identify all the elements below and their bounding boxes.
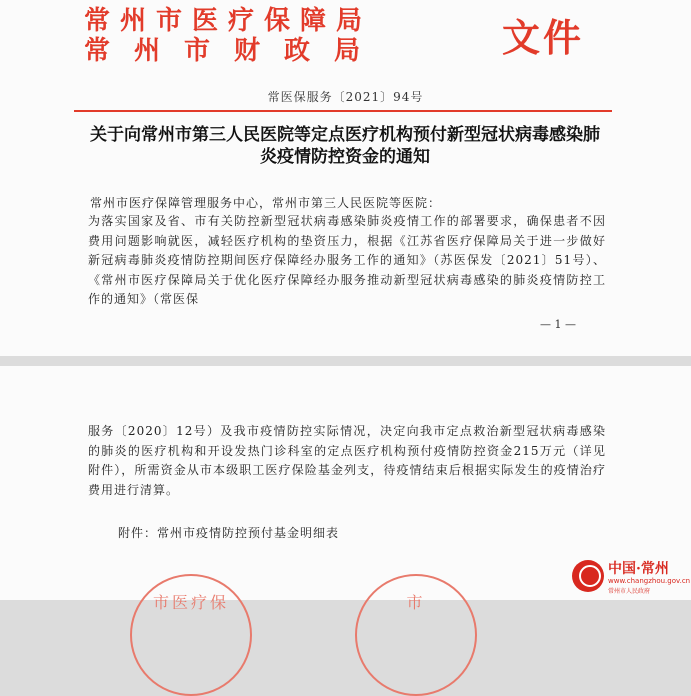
logo-url: www.changzhou.gov.cn xyxy=(608,577,691,585)
document-header xyxy=(70,6,610,68)
addressee: 常州市医疗保障管理服务中心，常州市第三人民医院等医院： xyxy=(90,196,442,210)
seal-text-1: 市医疗保 xyxy=(152,593,229,612)
page-number: — 1 — xyxy=(540,318,576,331)
watermark-logo xyxy=(572,558,690,598)
issuer-line-2: 常州市财政局 xyxy=(84,36,385,66)
doc-type-label: 文件 xyxy=(502,15,585,60)
red-divider xyxy=(74,110,612,112)
body-text-page-2: 服务〔2020〕12号）及我市疫情防控实际情况，决定向我市定点救治新型冠状病毒感染的肺炎的医疗机构和开设发热门诊科室的定点医疗机构预付疫情防控资金215万元（详见附件），所需资金从市本级职工医疗保险基金列支，待疫情结束后根据实际发生的疫情治疗费用进行清算。 xyxy=(88,424,606,497)
document-number: 常医保服务〔2021〕94号 xyxy=(267,90,424,104)
logo-name: 中国·常州 xyxy=(608,561,669,577)
official-seal-2 xyxy=(355,574,477,696)
attachment-line: 附件：常州市疫情防控预付基金明细表 xyxy=(118,526,340,540)
logo-sub: 常州市人民政府 xyxy=(608,588,651,595)
seal-text-2: 市 xyxy=(406,593,426,612)
emblem-icon xyxy=(572,560,604,592)
document-title: 关于向常州市第三人民医院等定点医疗机构预付新型冠状病毒感染肺炎疫情防控资金的通知 xyxy=(90,125,600,167)
issuer-line-1: 常州市医疗保障局 xyxy=(84,6,373,36)
body-text-page-1: 为落实国家及省、市有关防控新型冠状病毒感染肺炎疫情工作的部署要求，确保患者不因费用问题影响就医，减轻医疗机构的垫资压力，根据《江苏省医疗保障局关于进一步做好新冠病毒肺炎疫情防控期间医疗保障经办服务工作的通知》（苏医保发〔2021〕51号）、《常州市医疗保障局关于优化医疗保障经办服务推动新型冠状病毒感染的肺炎疫情防控工作的通知》（常医保 xyxy=(88,214,606,306)
official-seal-1 xyxy=(130,574,252,696)
